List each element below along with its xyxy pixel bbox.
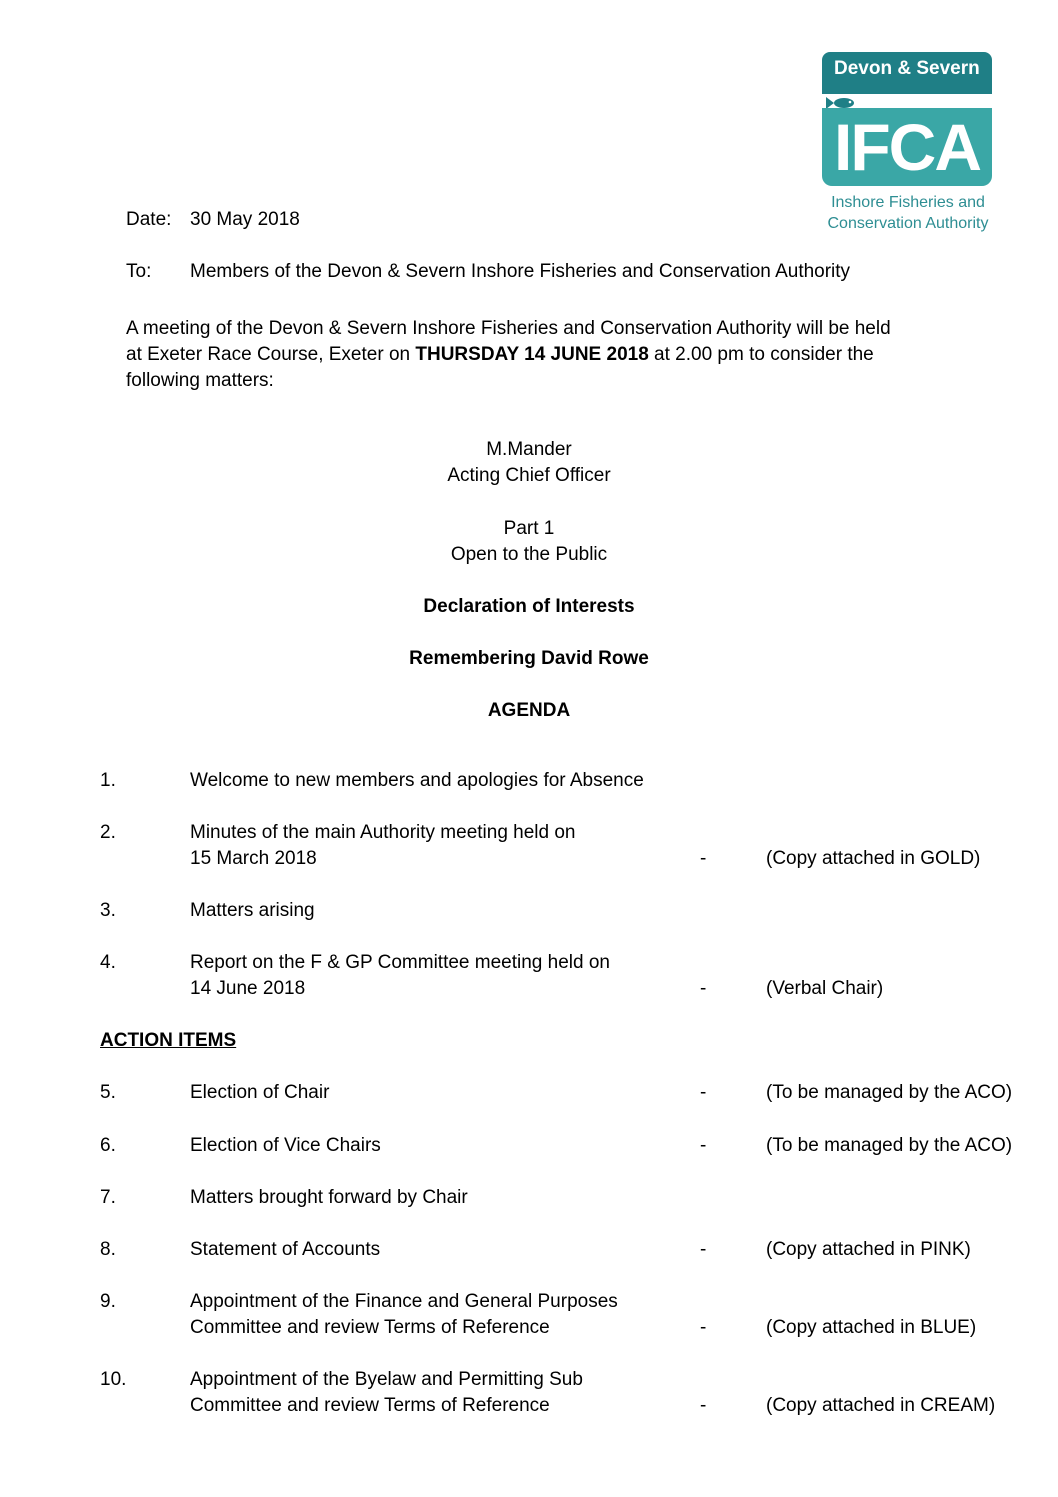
agenda-item-dash: - bbox=[700, 978, 707, 999]
signatory-name: M.Mander bbox=[486, 439, 572, 460]
to-value: Members of the Devon & Severn Inshore Fisheries and Conservation Authority bbox=[190, 261, 851, 282]
agenda-item-number: 2. bbox=[100, 822, 116, 843]
intro-line-2-end: at 2.00 pm to consider the bbox=[648, 344, 874, 365]
agenda-item-title: Matters brought forward by Chair bbox=[190, 1187, 468, 1208]
logo-subtitle-line1: Inshore Fisheries and bbox=[831, 194, 985, 211]
agenda-item-title: Election of Chair bbox=[190, 1082, 330, 1103]
agenda-heading: AGENDA bbox=[487, 700, 571, 721]
intro-line-2 bbox=[126, 342, 874, 368]
ifca-logo bbox=[822, 52, 994, 242]
agenda-item-title: Report on the F & GP Committee meeting held on bbox=[190, 952, 610, 973]
agenda-item-reference: (Verbal Chair) bbox=[766, 978, 884, 999]
action-items-heading: ACTION ITEMS bbox=[100, 1030, 237, 1051]
agenda-item-title: Election of Vice Chairs bbox=[190, 1135, 381, 1156]
date-label: Date: bbox=[126, 209, 172, 230]
agenda-item-title-cont: Committee and review Terms of Reference bbox=[190, 1395, 550, 1416]
logo-main-text: IFCA bbox=[822, 108, 992, 186]
agenda-item-reference: (To be managed by the ACO) bbox=[766, 1082, 1013, 1103]
agenda-item-number: 5. bbox=[100, 1082, 116, 1103]
intro-line-3: following matters: bbox=[126, 370, 274, 391]
agenda-item-title: Matters arising bbox=[190, 900, 315, 921]
agenda-item-dash: - bbox=[700, 1395, 707, 1416]
logo-subtitle bbox=[822, 192, 994, 234]
agenda-item-title-cont: Committee and review Terms of Reference bbox=[190, 1317, 550, 1338]
agenda-item-number: 10. bbox=[100, 1369, 127, 1390]
agenda-item-reference: (Copy attached in GOLD) bbox=[766, 848, 981, 869]
agenda-item-dash: - bbox=[700, 1135, 707, 1156]
remembering-heading: Remembering David Rowe bbox=[409, 648, 649, 669]
agenda-item-dash: - bbox=[700, 1317, 707, 1338]
logo-subtitle-line2: Conservation Authority bbox=[827, 215, 989, 232]
agenda-item-number: 8. bbox=[100, 1239, 116, 1260]
signatory-title: Acting Chief Officer bbox=[447, 465, 611, 486]
agenda-item-reference: (To be managed by the ACO) bbox=[766, 1135, 1013, 1156]
agenda-item-title: Appointment of the Finance and General Purposes bbox=[190, 1291, 618, 1312]
agenda-item-reference: (Copy attached in BLUE) bbox=[766, 1317, 977, 1338]
agenda-item-dash: - bbox=[700, 1239, 707, 1260]
agenda-item-title: Minutes of the main Authority meeting held on bbox=[190, 822, 576, 843]
to-label: To: bbox=[126, 261, 152, 282]
agenda-item-dash: - bbox=[700, 848, 707, 869]
agenda-item-dash: - bbox=[700, 1082, 707, 1103]
meeting-date: THURSDAY 14 JUNE 2018 bbox=[415, 344, 649, 365]
agenda-item-title-cont: 14 June 2018 bbox=[190, 978, 306, 999]
agenda-item-number: 3. bbox=[100, 900, 116, 921]
agenda-item-title: Statement of Accounts bbox=[190, 1239, 381, 1260]
agenda-item-number: 1. bbox=[100, 770, 116, 791]
agenda-item-number: 7. bbox=[100, 1187, 116, 1208]
date-value: 30 May 2018 bbox=[190, 209, 300, 230]
intro-line-1: A meeting of the Devon & Severn Inshore Fisheries and Conservation Authority will be held bbox=[126, 318, 891, 339]
agenda-item-number: 6. bbox=[100, 1135, 116, 1156]
agenda-item-reference: (Copy attached in PINK) bbox=[766, 1239, 971, 1260]
agenda-item-reference: (Copy attached in CREAM) bbox=[766, 1395, 996, 1416]
part-subtitle: Open to the Public bbox=[450, 544, 608, 565]
agenda-item-number: 4. bbox=[100, 952, 116, 973]
intro-line-2-start: at Exeter Race Course, Exeter on bbox=[126, 344, 416, 365]
agenda-item-title: Appointment of the Byelaw and Permitting Sub bbox=[190, 1369, 583, 1390]
logo-top-text: Devon & Severn bbox=[822, 52, 992, 94]
part-label: Part 1 bbox=[503, 518, 555, 539]
agenda-item-title: Welcome to new members and apologies for Absence bbox=[190, 770, 644, 791]
agenda-item-title-cont: 15 March 2018 bbox=[190, 848, 317, 869]
declaration-heading: Declaration of Interests bbox=[423, 596, 635, 617]
agenda-item-number: 9. bbox=[100, 1291, 116, 1312]
